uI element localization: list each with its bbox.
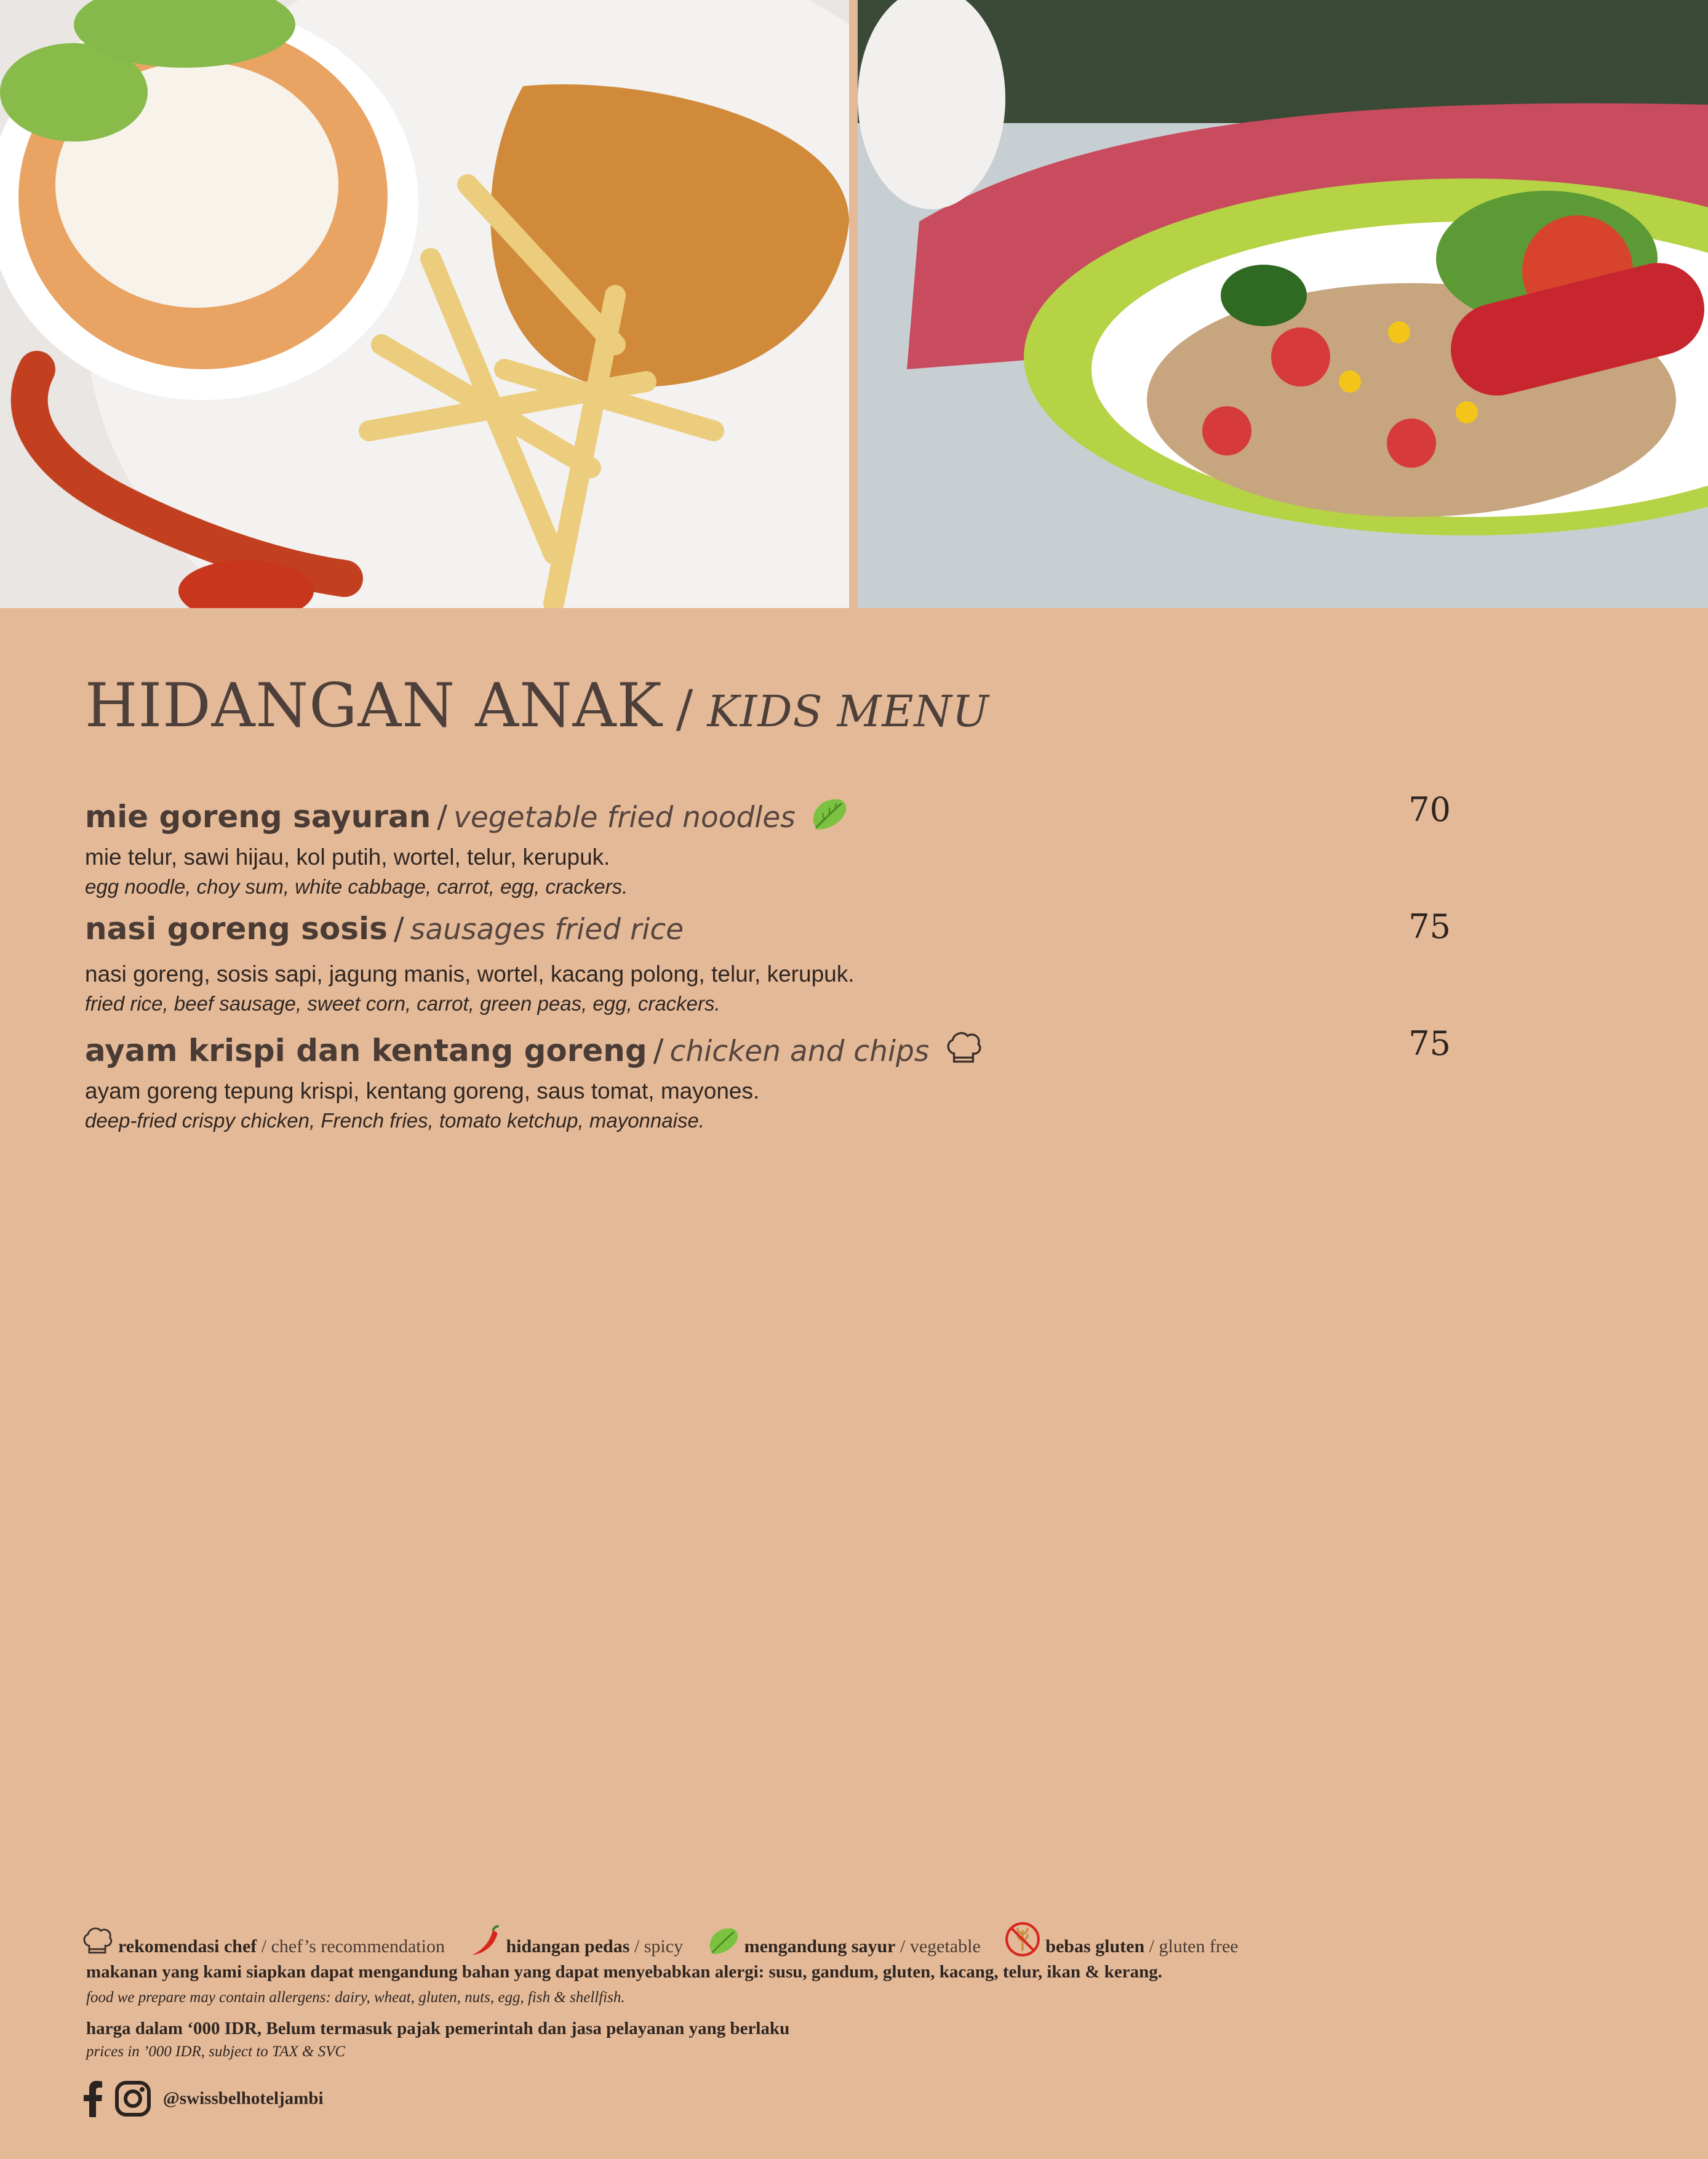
sausage-fried-rice-photo — [858, 0, 1708, 608]
instagram-icon[interactable] — [114, 2080, 151, 2117]
item-name-indonesian: ayam krispi dan kentang goreng — [85, 1033, 647, 1068]
gluten-free-icon — [1004, 1920, 1042, 1958]
item-description-indonesian: nasi goreng, sosis sapi, jagung manis, wortel, kacang polong, telur, kerupuk. — [85, 961, 855, 987]
item-separator: / — [393, 911, 404, 947]
allergen-note-indonesian: makanan yang kami siapkan dapat mengandung bahan yang dapat menyebabkan alergi: susu, gandum, gluten, kacang, telur, ikan & kerang. — [86, 1962, 1163, 1982]
menu-item — [85, 907, 1451, 1015]
facebook-icon[interactable] — [82, 2080, 103, 2117]
legend-label-indonesian: rekomendasi chef — [118, 1936, 257, 1957]
item-description-indonesian: mie telur, sawi hijau, kol putih, wortel, telur, kerupuk. — [85, 844, 610, 870]
legend-label-english: / spicy — [634, 1936, 684, 1957]
legend-vegetable — [706, 1924, 981, 1958]
legend-label-indonesian: mengandung sayur — [744, 1936, 896, 1957]
legend-gluten-free — [1004, 1920, 1238, 1958]
item-description-english: egg noodle, choy sum, white cabbage, carrot, egg, crackers. — [85, 875, 628, 898]
legend-label-english: / vegetable — [900, 1936, 981, 1957]
menu-item — [85, 790, 1451, 899]
allergen-note-english: food we prepare may contain allergens: dairy, wheat, gluten, nuts, egg, fish & shellfish. — [86, 1989, 625, 2006]
legend-label-english: / chef’s recommendation — [261, 1936, 445, 1957]
social-handle[interactable]: @swissbelhoteljambi — [162, 2088, 324, 2109]
item-price: 75 — [1408, 907, 1451, 946]
chicken-and-chips-photo — [0, 0, 849, 608]
social-links — [82, 2080, 324, 2120]
menu-item — [85, 1024, 1451, 1132]
legend-spicy — [468, 1924, 683, 1958]
title-separator: / — [676, 680, 694, 739]
item-name-english: chicken and chips — [669, 1035, 930, 1068]
item-description-indonesian: ayam goreng tepung krispi, kentang goreng, saus tomat, mayones. — [85, 1078, 760, 1104]
icon-legend — [80, 1920, 1257, 1958]
item-price: 75 — [1408, 1024, 1451, 1063]
chef-hat-icon — [943, 1028, 984, 1068]
item-description-english: deep-fried crispy chicken, French fries, tomato ketchup, mayonnaise. — [85, 1109, 704, 1132]
title-indonesian: HIDANGAN ANAK — [85, 671, 663, 741]
vegetable-icon — [809, 794, 850, 835]
item-name-english: sausages fried rice — [410, 913, 684, 947]
price-note-english: prices in ’000 IDR, subject to TAX & SVC — [86, 2043, 346, 2060]
item-price: 70 — [1408, 790, 1451, 829]
vegetable-icon — [706, 1924, 741, 1958]
legend-label-indonesian: bebas gluten — [1045, 1936, 1145, 1957]
title-english: KIDS MENU — [707, 686, 989, 737]
legend-label-indonesian: hidangan pedas — [506, 1936, 630, 1957]
menu-title — [85, 671, 989, 741]
chef-hat-icon — [80, 1924, 114, 1958]
item-separator: / — [653, 1033, 664, 1068]
item-separator: / — [437, 799, 448, 835]
price-note-indonesian: harga dalam ‘000 IDR, Belum termasuk pajak pemerintah dan jasa pelayanan yang berlaku — [86, 2019, 790, 2038]
item-name-english: vegetable fried noodles — [453, 801, 796, 835]
legend-chef-recommendation — [80, 1924, 445, 1958]
item-name-indonesian: nasi goreng sosis — [85, 911, 388, 947]
item-name-indonesian: mie goreng sayuran — [85, 799, 431, 835]
item-description-english: fried rice, beef sausage, sweet corn, carrot, green peas, egg, crackers. — [85, 992, 720, 1015]
legend-label-english: / gluten free — [1149, 1936, 1239, 1957]
chili-icon — [468, 1924, 502, 1958]
